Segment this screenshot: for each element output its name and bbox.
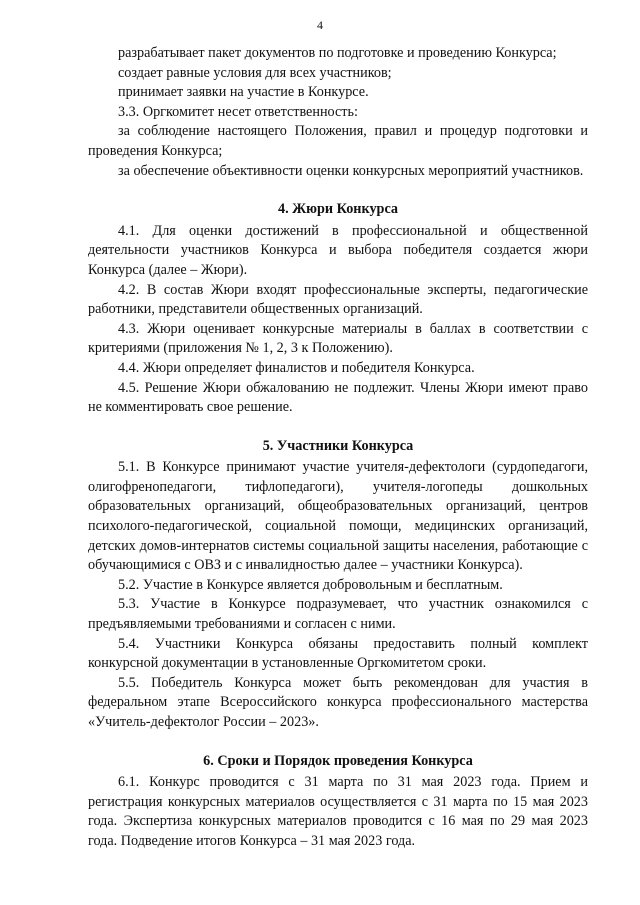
section-heading: 4. Жюри Конкурса [277,201,399,218]
paragraph: за соблюдение настоящего Положения, правил и процедур подготовки и проведения Конкурса; [88,123,588,159]
paragraph: 4.4. Жюри определяет финалистов и победителя Конкурса. [118,359,475,376]
paragraph: 5.4. Участники Конкурса обязаны предоставить полный комплект конкурсной документации в установленные Оргкомитетом сроки. [88,635,588,672]
document-body [88,44,588,852]
paragraph: разрабатывает пакет документов по подготовке и проведению Конкурса; [118,45,557,61]
paragraph: принимает заявки на участие в Конкурсе. [118,84,369,101]
paragraph: 3.3. Оргкомитет несет ответственность: [118,103,358,120]
paragraph: 5.2. Участие в Конкурсе является добровольным и бесплатным. [118,576,503,593]
paragraph: 4.2. В состав Жюри входят профессиональные эксперты, педагогические работники, представители общественных организаций. [88,281,588,318]
paragraph: за обеспечение объективности оценки конкурсных мероприятий участников. [118,162,584,179]
paragraph: 5.3. Участие в Конкурсе подразумевает, что участник ознакомился с предъявляемыми требованиями и согласен с ними. [88,596,588,633]
paragraph: 5.5. Победитель Конкурса может быть рекомендован для участия в федеральном этапе Всероссийского конкурса профессионального мастерства «Учитель-дефектолог России – 2023». [88,674,588,730]
section-heading: 5. Участники Конкурса [262,437,414,454]
paragraph: 5.1. В Конкурсе принимают участие учителя-дефектологи (сурдопедагоги, олигофренопедагоги, тифлопедагоги), учителя-логопеды дошкольных образовательных организаций, общеобразовательных организаций, центров психолого-педагогической, социальной помощи, медицинских организаций, детских домов-интернатов системы социальной защиты населения, работающие с обучающимися с ОВЗ и с инвалидностью далее – участники Конкурса). [88,459,588,574]
paragraph: 4.5. Решение Жюри обжалованию не подлежит. Члены Жюри имеют право не комментировать свое решение. [88,379,588,416]
paragraph: создает равные условия для всех участников; [118,64,392,81]
section-heading: 6. Сроки и Порядок проведения Конкурса [203,752,473,769]
paragraph: 6.1. Конкурс проводится с 31 марта по 31 мая 2023 года. Прием и регистрация конкурсных материалов осуществляется с 31 марта по 15 мая 2023 года. Экспертиза конкурсных материалов проводится с 16 мая по 29 мая 2023 года. Подведение итогов Конкурса – 31 мая 2023 года. [88,774,588,849]
paragraph: 4.1. Для оценки достижений в профессиональной и общественной деятельности участников Конкурса и выбора победителя создается жюри Конкурса (далее – Жюри). [88,222,588,278]
page-number: 4 [317,18,323,32]
paragraph: 4.3. Жюри оценивает конкурсные материалы в баллах в соответствии с критериями (приложения № 1, 2, 3 к Положению). [88,320,588,357]
